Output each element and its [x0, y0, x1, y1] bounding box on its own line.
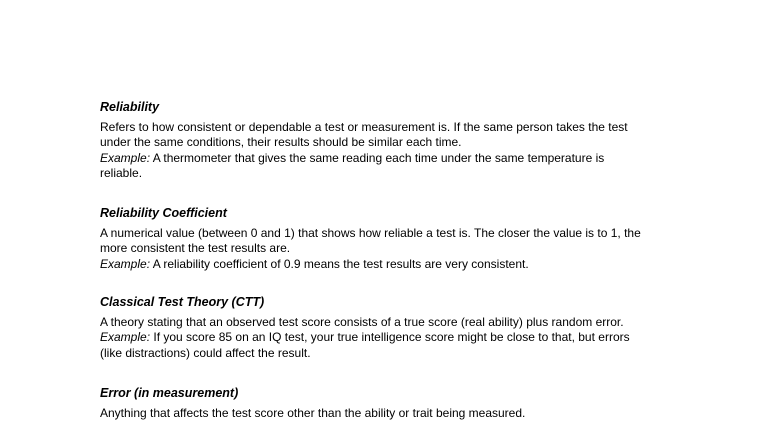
term-title: Error (in measurement): [100, 386, 239, 400]
definition-line: more consistent the test results are.: [100, 241, 291, 256]
term-title: Classical Test Theory (CTT): [100, 295, 265, 309]
example-text: If you score 85 on an IQ test, your true intelligence score might be close to that, but errors: [150, 330, 630, 345]
example-line: [100, 151, 700, 166]
example-label: Example:: [100, 256, 151, 271]
term-reliability: [100, 100, 700, 182]
definition-line: Anything that affects the test score other than the ability or trait being measured.: [100, 406, 526, 420]
definition-line: Refers to how consistent or dependable a test or measurement is. If the same person takes the test: [100, 120, 628, 134]
definition-line: A theory stating that an observed test score consists of a true score (real ability) plus random error.: [100, 315, 624, 329]
term-classical-test-theory: [100, 295, 700, 361]
example-label: Example:: [100, 150, 151, 165]
example-text: A reliability coefficient of 0.9 means the test results are very consistent.: [150, 256, 529, 271]
example-line: [100, 257, 700, 272]
definition-line: under the same conditions, their results should be similar each time.: [100, 135, 462, 150]
example-line: [100, 330, 700, 345]
term-reliability-coefficient: [100, 206, 700, 272]
term-title: Reliability: [100, 100, 160, 114]
example-line: reliable.: [100, 166, 143, 181]
example-label: Example:: [100, 330, 151, 345]
definition-line: A numerical value (between 0 and 1) that shows how reliable a test is. The closer the value is to 1, the: [100, 226, 641, 240]
term-title: Reliability Coefficient: [100, 206, 227, 220]
example-text: A thermometer that gives the same reading each time under the same temperature is: [150, 150, 605, 165]
term-error-in-measurement: [100, 386, 700, 421]
example-line: (like distractions) could affect the result.: [100, 345, 311, 360]
